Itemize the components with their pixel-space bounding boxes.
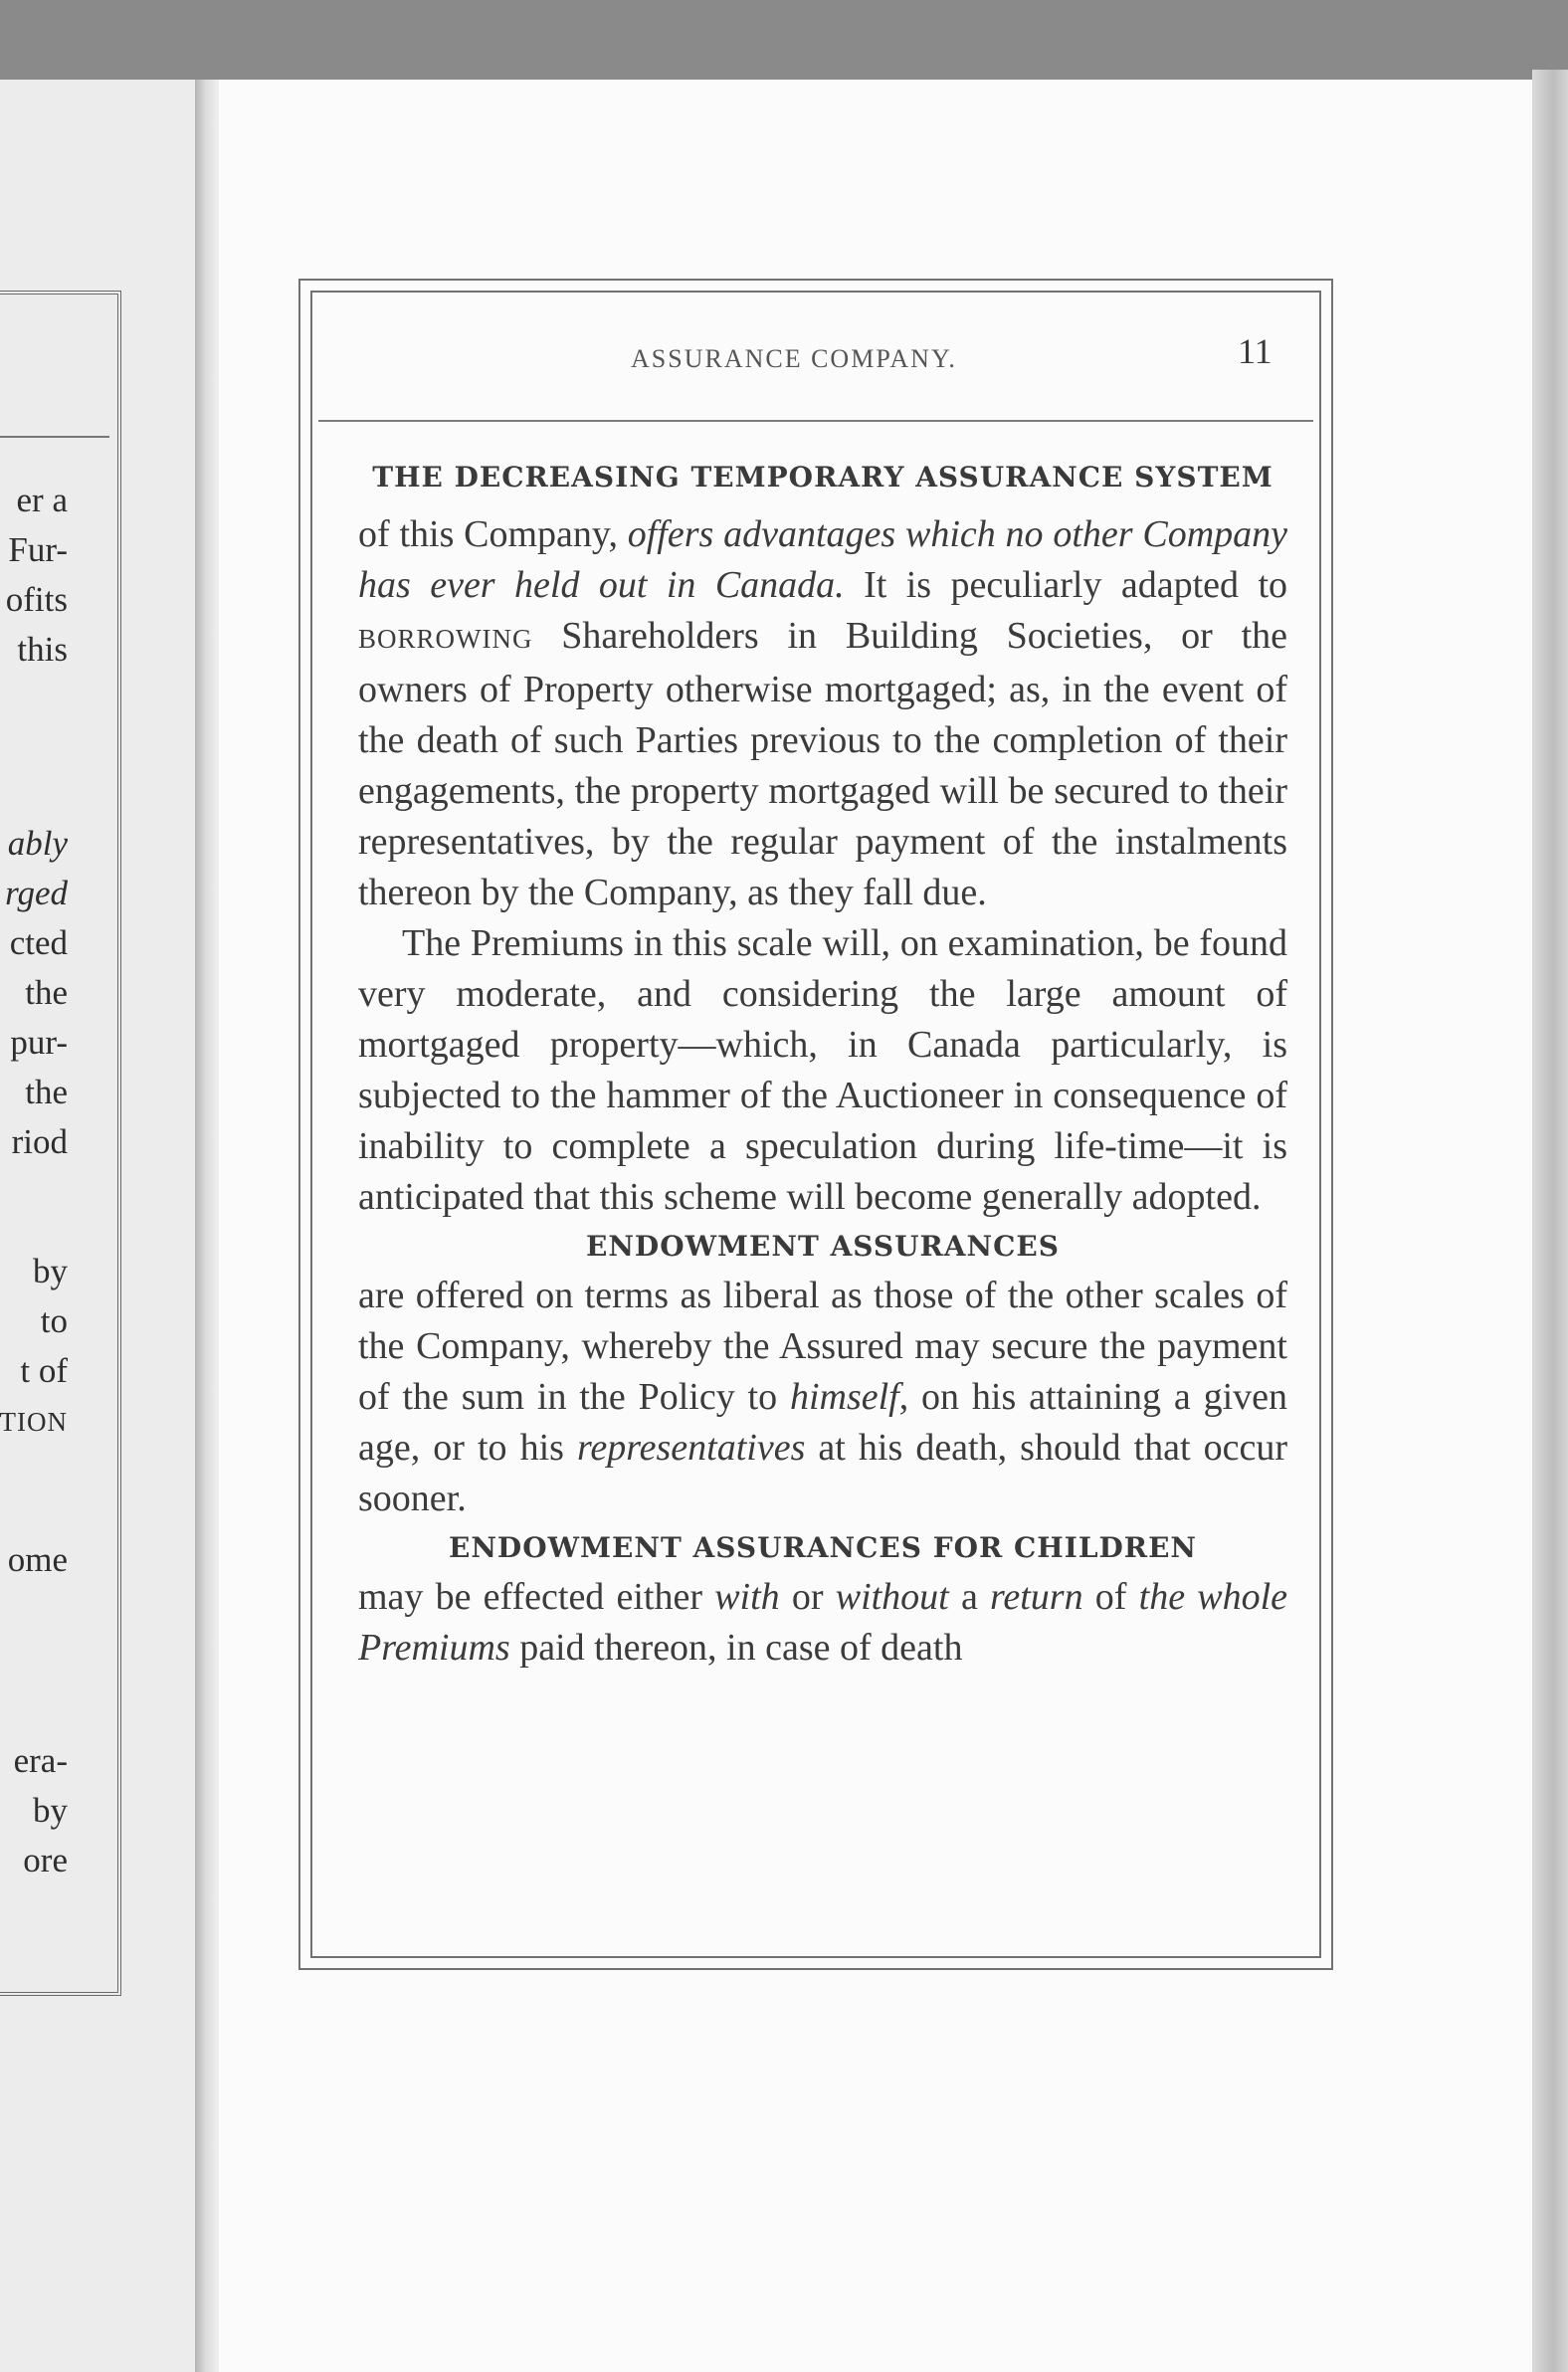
left-fragment: ofits — [5, 580, 68, 619]
text-run: Shareholders in Building Societies, or the owners of Property otherwise mortgaged; as, in the event of the death of such Parties previous to the completion of their engagements, the property mortgaged will be secured to their representatives, by the regular payment of the instalments thereon by the Company, as they fall due. — [358, 615, 1287, 913]
left-fragment: er a — [16, 481, 68, 519]
section-heading: THE DECREASING TEMPORARY ASSURANCE SYSTEM — [372, 461, 1274, 494]
left-page-header-rule — [0, 436, 109, 438]
left-fragment: ably — [7, 824, 68, 863]
text-run: of this Company, — [358, 513, 628, 555]
text-run: a — [948, 1576, 990, 1618]
left-fragment: rged — [5, 874, 68, 912]
left-fragment: the — [25, 973, 68, 1012]
page-number: 11 — [1238, 331, 1273, 371]
left-fragment: by — [33, 1252, 68, 1290]
header-rule — [318, 420, 1313, 422]
text-run: are offered on terms as liberal as those of the other scales of the Company, whereby the Assured may secure the payment of the sum in the Policy to — [358, 1275, 1287, 1418]
section-heading: ENDOWMENT ASSURANCES FOR CHILDREN — [448, 1531, 1198, 1564]
book-gutter — [195, 80, 219, 2372]
italic-text: offers advantages which no other Company has ever held out in Canada. — [358, 513, 1287, 606]
left-fragment: by — [33, 1791, 68, 1830]
left-fragment: ome — [7, 1540, 68, 1579]
left-fragment: cted — [9, 923, 68, 962]
italic-text: representatives — [577, 1427, 806, 1469]
left-fragment: TION — [0, 1407, 68, 1437]
left-fragment: riod — [11, 1122, 68, 1161]
page-edge — [1532, 70, 1568, 2372]
text-run: may be effected either — [358, 1576, 715, 1618]
text-run: It is peculiarly adapted to — [844, 564, 1288, 606]
paragraph — [358, 509, 1287, 918]
section-heading: ENDOWMENT ASSURANCES — [586, 1230, 1060, 1263]
left-fragment: this — [17, 630, 68, 669]
running-head: ASSURANCE COMPANY. — [631, 344, 957, 373]
italic-text: without — [835, 1576, 949, 1618]
scan-background-top — [0, 0, 1568, 80]
smallcaps-text: BORROWING — [358, 624, 533, 654]
text-run: at his death, should that occur sooner. — [358, 1427, 1287, 1519]
italic-text: himself — [789, 1376, 899, 1418]
left-fragment: to — [40, 1301, 68, 1340]
italic-text: the whole Premiums — [358, 1576, 1288, 1669]
text-run: or — [779, 1576, 836, 1618]
paragraph: The Premiums in this scale will, on examination, be found very moderate, and considering the large amount of mortgaged property—which, in Canada particularly, is subjected to the hammer of the Auctioneer in consequence of inability to complete a speculation during life-time—it is anticipated that this scheme will become generally adopted. — [358, 922, 1287, 1218]
paragraph — [358, 1572, 1287, 1674]
left-fragment: the — [25, 1073, 68, 1111]
page-body — [358, 458, 1287, 1674]
left-fragment: t of — [20, 1351, 68, 1390]
left-fragment: pur- — [10, 1023, 68, 1062]
left-fragment: era- — [13, 1741, 68, 1780]
text-run: , on his attaining a given age, or to his — [358, 1376, 1287, 1469]
left-fragment: Fur- — [8, 530, 68, 569]
text-run: of — [1082, 1576, 1139, 1618]
paragraph — [358, 1271, 1287, 1524]
italic-text: with — [714, 1576, 780, 1618]
text-run: paid thereon, in case of death — [509, 1627, 963, 1669]
italic-text: return — [990, 1576, 1083, 1618]
left-fragment: ore — [23, 1841, 68, 1879]
